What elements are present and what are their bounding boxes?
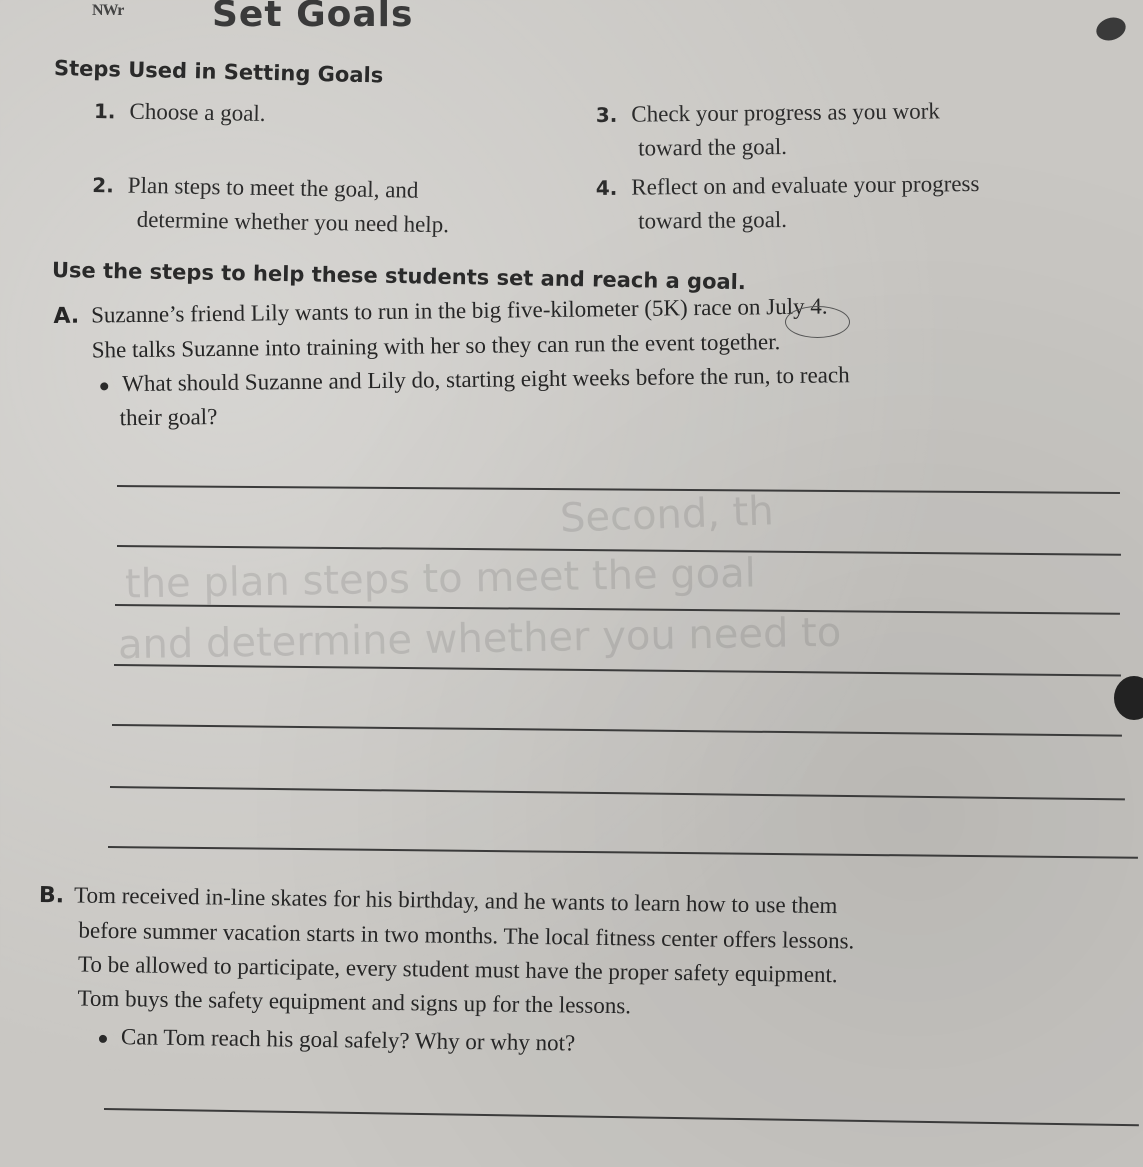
step-number: 2. <box>92 173 115 198</box>
step-1 <box>94 94 266 131</box>
step-text: Plan steps to meet the goal, and <box>127 172 419 203</box>
scenario-text: Tom buys the safety equipment and signs up for the lessons. <box>77 985 632 1019</box>
question-text: Can Tom reach his goal safely? Why or why not? <box>120 1024 576 1056</box>
scenario-b <box>37 878 855 1064</box>
page-title: Set Goals <box>212 0 414 35</box>
scenario-a <box>53 289 850 436</box>
answer-line[interactable] <box>110 786 1125 800</box>
answer-line[interactable] <box>104 1108 1139 1126</box>
scenario-letter: A. <box>53 303 80 330</box>
scenario-text: To be allowed to participate, every student must have the proper safety equipment. <box>77 951 838 988</box>
step-number: 1. <box>93 99 116 124</box>
scenario-text: Tom received in-line skates for his birthday, and he wants to learn how to use them <box>73 882 838 919</box>
scenario-text: She talks Suzanne into training with her so they can run the event together. <box>91 329 781 363</box>
bullet <box>99 1035 107 1043</box>
step-text: toward the goal. <box>638 207 788 234</box>
handwritten-circle <box>785 306 850 338</box>
scenario-text: Suzanne’s friend Lily wants to run in the big five-kilometer (5K) race on July 4. <box>91 293 828 328</box>
erased-handwriting: the plan steps to meet the goal <box>124 550 757 608</box>
instructions: Use the steps to help these students set and reach a goal. <box>51 258 747 295</box>
question-text: their goal? <box>119 404 218 431</box>
steps-heading: Steps Used in Setting Goals <box>53 56 384 88</box>
step-2 <box>91 168 449 242</box>
step-text: toward the goal. <box>638 134 788 161</box>
step-text: determine whether you need help. <box>136 206 450 238</box>
step-number: 4. <box>595 175 618 201</box>
scenario-letter: B. <box>38 883 65 909</box>
step-3 <box>596 94 941 166</box>
step-text: Choose a goal. <box>129 98 266 126</box>
answer-line[interactable] <box>112 724 1122 737</box>
question-text: What should Suzanne and Lily do, starting eight weeks before the run, to reach <box>122 362 850 397</box>
step-number: 3. <box>595 102 618 128</box>
publisher-logo: NWr <box>92 2 124 19</box>
erased-handwriting: and determine whether you need to <box>117 609 842 669</box>
bullet <box>100 382 108 390</box>
ink-blot <box>1093 14 1128 44</box>
erased-handwriting: Second, th <box>559 488 775 542</box>
scenario-text: before summer vacation starts in two months. The local fitness center offers lessons. <box>78 917 855 954</box>
step-text: Check your progress as you work <box>631 98 940 127</box>
step-text: Reflect on and evaluate your progress <box>631 170 980 200</box>
binder-hole <box>1114 676 1143 720</box>
answer-line[interactable] <box>114 664 1121 677</box>
step-4 <box>596 167 980 239</box>
answer-line[interactable] <box>108 846 1138 859</box>
